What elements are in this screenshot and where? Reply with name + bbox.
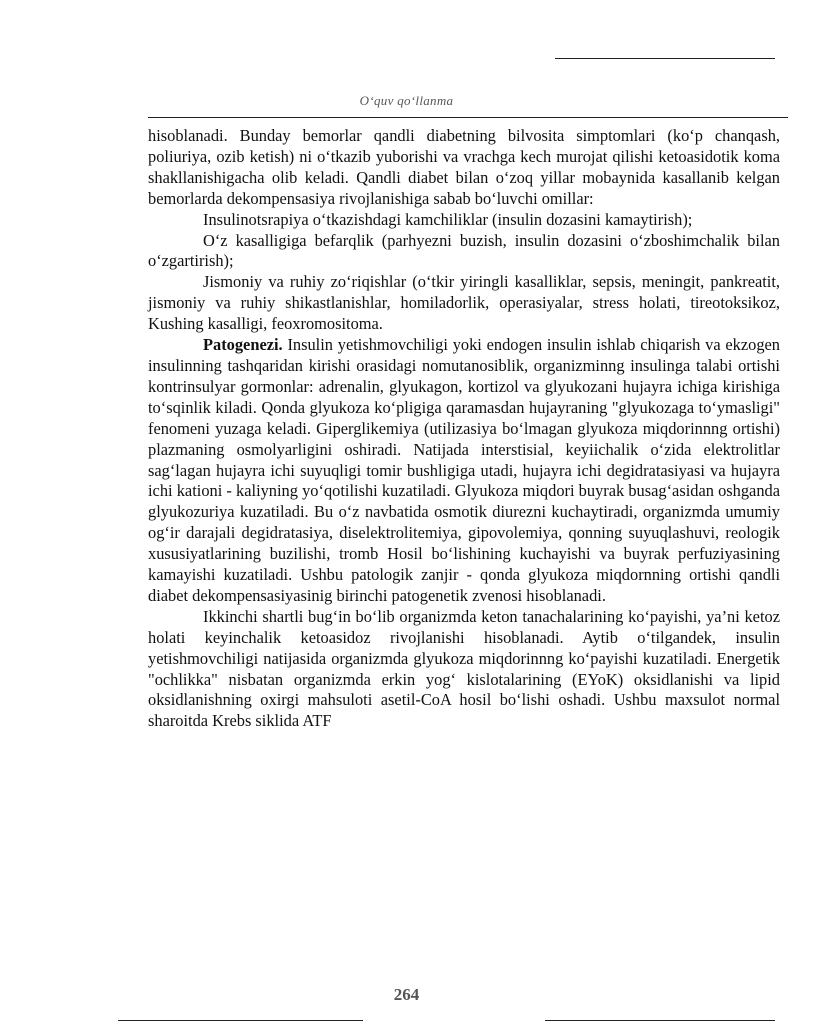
- page-number: 264: [393, 985, 420, 1004]
- paragraph-pathogenesis: [148, 335, 780, 607]
- paragraph-text: O‘z kasalligiga befarqlik (parhyezni buzish, insulin dozasini o‘zboshimchalik bilan o‘zgartirish);: [148, 230, 780, 271]
- paragraph-factor-stress: [148, 272, 780, 335]
- paragraph-ketosis: [148, 607, 780, 732]
- paragraph-text: Insulin yetishmovchiligi yoki endogen insulin ishlab chiqarish va ekzogen insulinning tashqaridan kirishi orasidagi nomutanosiblik, organizminng insulinga talabi ortishi kontrinsulyar gormonlar: adrenalin, glyukagon, kortizol va glyukozani hujayra ichiga kirishiga to‘sqinlik kiladi. Qonda glyukoza ko‘pligiga qaramasdan hujayraning "glyukozaga to‘ymasligi" fenomeni yuzaga keladi. Giperglikemiya (utilizasiya bo‘lmagan glyukoza miqdorinnng ortishi) plazmaning osmolyarligini oshiradi. Natijada interstisial, keyiichalik o‘zida elektrolitlar sag‘lagan hujayra ichi suyuqligi tomir bushligiga utadi, hujayra ichi degidratasiyasi va hujayra ichi kationi - kaliyning yo‘qotilishi kuzatiladi. Glyukoza miqdori buyrak busag‘asidan oshganda glyukozuriya kuzatiladi. Bu o‘z navbatida osmotik diurezni kuchaytiradi, organizmda umumiy og‘ir darajali degidratasiya, diselektrolitemiya, gipovolemiya, qonning suyuqlashuvi, reologik xususiyatlarining buzilishi, tromb Hosil bo‘lishining kuchayishi va buyrak perfuziyasining kamayishi kuzatiladi. Ushbu patologik zanjir - qonda glyukoza miqdornning ortishi qandli diabet dekompensasiyasinig birinchi patogenetik zvenosi hisoblanadi.: [148, 335, 780, 605]
- page-body: [148, 126, 780, 732]
- paragraph-text: Jismoniy va ruhiy zo‘riqishlar (o‘tkir yiringli kasalliklar, sepsis, meningit, pankreatit, jismoniy va ruhiy shikastlanishlar, homiladorlik, operasiyalar, stress holati, tireotoksikoz, Kushing kasalligi, feoxromositoma.: [148, 272, 780, 334]
- footer-divider-right: [545, 1020, 775, 1021]
- paragraph-text: Ikkinchi shartli bug‘in bo‘lib organizmda keton tanachalarining ko‘payishi, ya’ni ketoz holati keyinchalik ketoasidoz rivojlanishi hisoblanadi. Aytib o‘tilgandek, insulin yetishmovchiligi natijasida organizmda glyukoza miqdorinnng ko‘payishi kuzatiladi. Energetik "ochlikka" nisbatan organizmda erkin yog‘ kislotalarining (EYoK) oksidlanishi va lipid oksidlanishning oxirgi mahsuloti asetil-CoA hosil bo‘lishi oshadi. Ushbu maxsulot normal sharoitda Krebs siklida ATF: [148, 606, 780, 731]
- paragraph-continuation: [148, 126, 780, 210]
- paragraph-text: hisoblanadi. Bunday bemorlar qandli diabetning bilvosita simptomlari (ko‘p chanqash, poliuriya, ozib ketish) ni o‘tkazib yuborishi va vrachga kech murojat qilishi ketoasidotik koma shakllanishigacha olib keladi. Qandli diabet bilan o‘zoq yillar mobaynida kasallanib kelgan bemorlarda dekompensasiya rivojlanishiga sabab bo‘luvchi omillar:: [148, 126, 780, 208]
- footer-divider-left: [118, 1020, 363, 1021]
- header-divider: [148, 117, 788, 118]
- paragraph-heading: Patogenezi.: [203, 335, 283, 355]
- top-divider: [555, 58, 775, 59]
- paragraph-factor-insulin: [148, 210, 780, 231]
- paragraph-factor-neglect: [148, 231, 780, 273]
- paragraph-text: Insulinotsrapiya o‘tkazishdagi kamchiliklar (insulin dozasini kamaytirish);: [203, 209, 693, 229]
- running-title: O‘quv qo‘llanma: [359, 93, 454, 108]
